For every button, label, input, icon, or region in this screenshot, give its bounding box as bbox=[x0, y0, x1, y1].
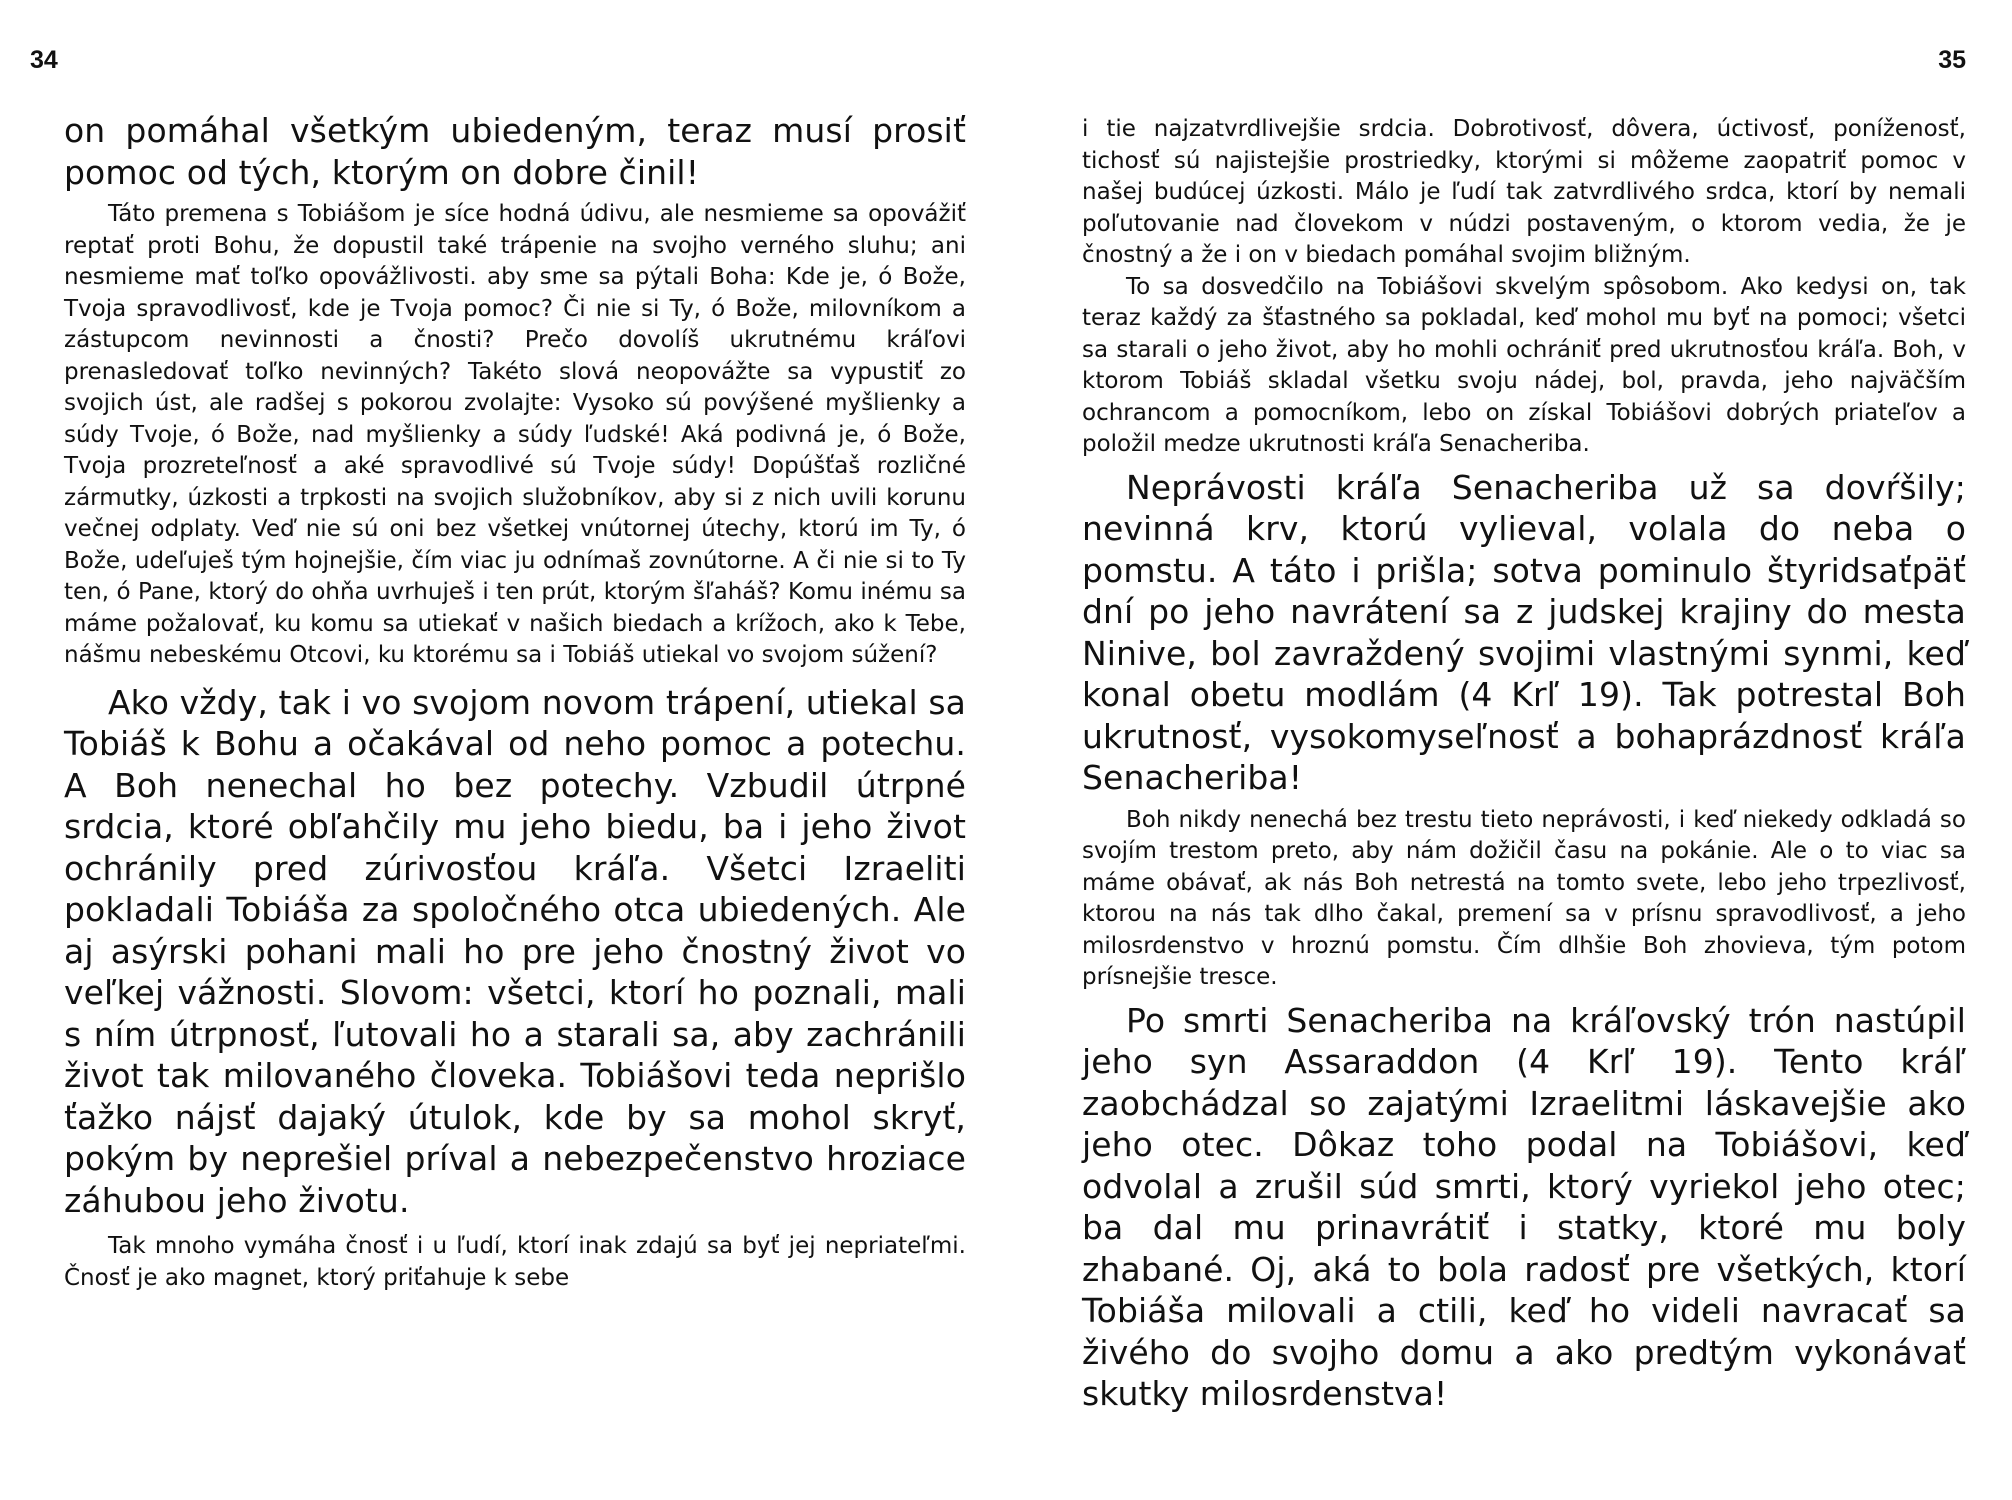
right-page bbox=[1006, 0, 2012, 1500]
paragraph: Neprávosti kráľa Senacheriba už sa dovŕšily; nevinná krv, ktorú vylieval, volala do neba o pomstu. A táto i prišla; sotva pominulo štyridsaťpäť dní po jeho navrátení sa z judskej krajiny do mesta Ninive, bol zavraždený svojimi vlastnými synmi, keď konal obetu modlám (4 Krľ 19). Tak potrestal Boh ukrutnosť, vysokomyseľnosť a bohaprázdnosť kráľa Senacheriba! bbox=[1082, 467, 1966, 797]
page-body bbox=[1082, 114, 1966, 1415]
paragraph: on pomáhal všetkým ubiedeným, teraz musí prosiť pomoc od tých, ktorým on dobre činil! bbox=[64, 111, 966, 192]
paragraph: i tie najzatvrdlivejšie srdcia. Dobrotivosť, dôvera, úctivosť, poníženosť, tichosť sú najistejšie prostriedky, ktorými si môžeme zaopatriť pomoc v našej budúcej úzkosti. Málo je ľudí tak zatvrdlivého srdca, ktorí by nemali poľutovanie nad človekom v núdzi postaveným, o ktorom vedia, že je čnostný a že i on v biedach pomáhal svojim bližným. bbox=[1082, 116, 1966, 268]
paragraph: Boh nikdy nenechá bez trestu tieto neprávosti, i keď niekedy odkladá so svojím trestom preto, aby nám dožičil času na pokánie. Ale o to viac sa máme obávať, ak nás Boh netrestá na tomto svete, lebo jeho trpezlivosť, ktorou na nás tak dlho čakal, premení sa v prísnu spravodlivosť, a jeho milosrdenstvo v hroznú pomstu. Čím dlhšie Boh zhovieva, tým potom prísnejšie tresce. bbox=[1082, 806, 1966, 990]
paragraph: Tak mnoho vymáha čnosť i u ľudí, ktorí inak zdajú sa byť jej nepriateľmi. Čnosť je ako magnet, ktorý priťahuje k sebe bbox=[64, 1233, 966, 1291]
paragraph: Ako vždy, tak i vo svojom novom trápení, utiekal sa Tobiáš k Bohu a očakával od neho pomoc a potechu. A Boh nenechal ho bez potechy. Vzbudil útrpné srdcia, ktoré obľahčily mu jeho biedu, ba i jeho život ochránily pred zúrivosťou kráľa. Všetci Izraeliti pokladali Tobiáša za spoločného otca ubiedených. Ale aj asýrski pohani mali ho pre jeho čnostný život vo veľkej vážnosti. Slovom: všetci, ktorí ho poznali, mali s ním útrpnosť, ľutovali ho a starali sa, aby zachránili život tak milovaného človeka. Tobiášovi teda neprišlo ťažko nájsť dajaký útulok, kde by sa mohol skryť, pokým by neprešiel príval a nebezpečenstvo hroziace záhubou jeho životu. bbox=[64, 682, 966, 1220]
paragraph: Táto premena s Tobiášom je síce hodná údivu, ale nesmieme sa opovážiť reptať proti Bohu, že dopustil také trápenie na svojho verného sluhu; ani nesmieme mať toľko opovážlivosti. aby sme sa pýtali Boha: Kde je, ó Bože, Tvoja spravodlivosť, kde je Tvoja pomoc? Či nie si Ty, ó Bože, milovníkom a zástupcom nevinnosti a čnosti? Prečo dovolíš ukrutnému kráľovi prenasledovať toľko nevinných? Takéto slová neopovážte sa vypustiť zo svojich úst, ale radšej s pokorou zvolajte: Vysoko sú povýšené myšlienky a súdy Tvoje, ó Bože, nad myšlienky a súdy ľudské! Aká podivná je, ó Bože, Tvoja prozreteľnosť a aké spravodlivé sú Tvoje súdy! Dopúšťaš rozličné zármutky, úzkosti a trpkosti na svojich služobníkov, aby si z nich uvili korunu večnej odplaty. Veď nie sú oni bez všetkej vnútornej útechy, ktorú im Ty, ó Bože, udeľuješ tým hojnejšie, čím viac ju odnímaš zovnútorne. A či nie si to Ty ten, ó Pane, ktorý do ohňa uvrhuješ i ten prút, ktorým šľaháš? Komu inému sa máme požalovať, ku komu sa utiekať v našich biedach a krížoch, ako k Tebe, nášmu nebeskému Otcovi, ku ktorému sa i Tobiáš utiekal vo svojom súžení? bbox=[64, 201, 966, 668]
paragraph: Po smrti Senacheriba na kráľovský trón nastúpil jeho syn Assaraddon (4 Krľ 19). Tento kráľ zaobchádzal so zajatými Izraelitmi láskavejšie ako jeho otec. Dôkaz toho podal na Tobiášovi, keď odvolal a zrušil súd smrti, ktorý vyriekol jeho otec; ba dal mu prinavrátiť i statky, ktoré mu boly zhabané. Oj, aká to bola radosť pre všetkých, ktorí Tobiáša milovali a ctili, keď ho videli navracať sa živého do svojho domu a ako predtým vykonávať skutky milosrdenstva! bbox=[1082, 1000, 1966, 1413]
page-number: 34 bbox=[30, 46, 58, 74]
paragraph: To sa dosvedčilo na Tobiášovi skvelým spôsobom. Ako kedysi on, tak teraz každý za šťastného sa pokladal, keď mohol mu byť na pomoci; všetci sa starali o jeho život, aby ho mohli ochrániť pred ukrutnosťou kráľa. Boh, v ktorom Tobiáš skladal všetku svoju nádej, bol, pravda, jeho najväčším ochrancom a pomocníkom, lebo on získal Tobiášovi dobrých priateľov a položil medze ukrutnosti kráľa Senacheriba. bbox=[1082, 273, 1966, 457]
page-number: 35 bbox=[1938, 46, 1966, 74]
page-body bbox=[64, 110, 966, 1294]
